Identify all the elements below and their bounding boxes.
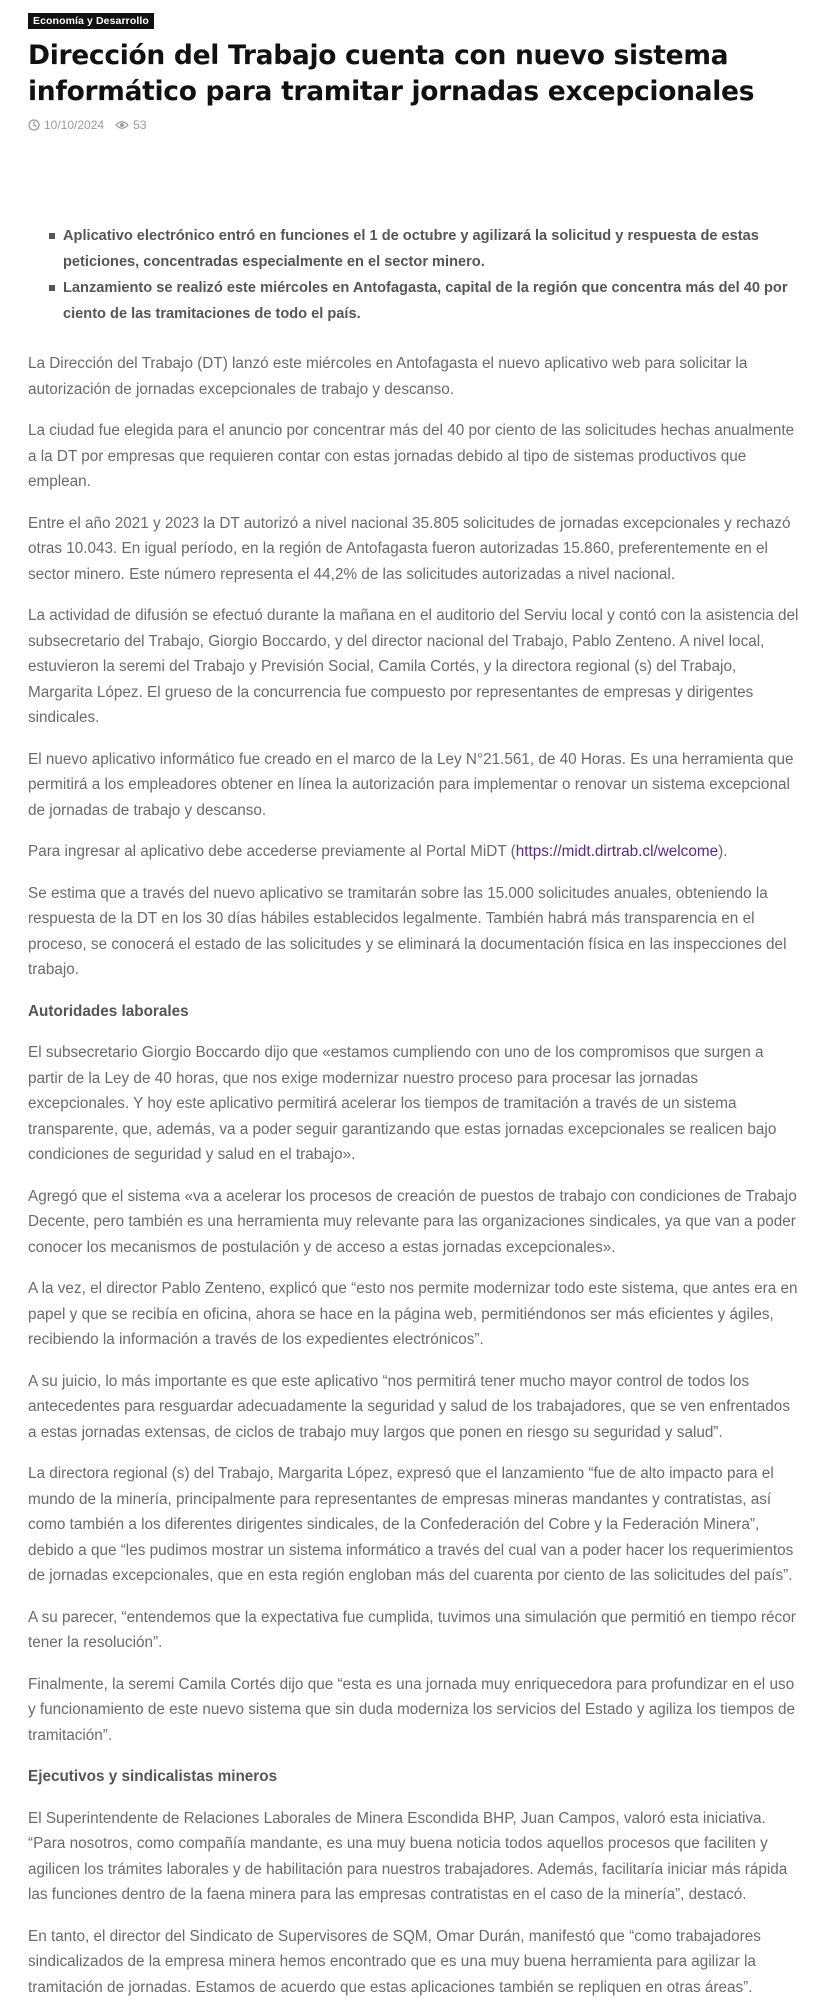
view-count: 53 [133,118,147,132]
article-body [28,223,802,2016]
article-meta [28,117,157,133]
publish-date: 10/10/2024 [44,118,105,132]
paragraph: La actividad de difusión se efectuó durante la mañana en el auditorio del Serviu local y contó con la asistencia del subsecretario del Trabajo, Giorgio Boccardo, y del director nacional del Trabajo, Pablo Zenteno. A nivel local, estuvieron la seremi del Trabajo y Previsión Social, Camila Cortés, y la directora regional (s) del Trabajo, Margarita López. El grueso de la concurrencia fue compuesto por representantes de empresas y dirigentes sindicales. [28,607,799,726]
paragraph: La ciudad fue elegida para el anuncio por concentrar más del 40 por ciento de las solicitudes hechas anualmente a la DT por empresas que requieren contar con estas jornadas debido al tipo de sistemas productivos que emplean. [28,422,795,490]
paragraph: El subsecretario Giorgio Boccardo dijo que «estamos cumpliendo con uno de los compromisos que surgen a partir de la Ley de 40 horas, que nos exige modernizar nuestro proceso para procesar las jornadas excepcionales. Y hoy este aplicativo permitirá acelerar los tiempos de tramitación a través de un sistema transparente, que, además, va a poder seguir garantizando que estas jornadas excepcionales se realicen bajo condiciones de seguridad y salud en el trabajo». [28,1044,777,1163]
paragraph: A la vez, el director Pablo Zenteno, explicó que “esto nos permite modernizar todo este sistema, que antes era en papel y que se recibía en oficina, ahora se hace en la página web, permitiéndonos ser más eficientes y ágiles, recibiendo la información a través de los expedientes electrónicos”. [28,1280,798,1348]
views-meta [115,117,146,133]
summary-list [48,223,802,327]
paragraph: A su parecer, “entendemos que la expectativa fue cumplida, tuvimos una simulación que permitió en tiempo récor tener la resolución”. [28,1608,796,1651]
paragraph-text: Para ingresar al aplicativo debe accederse previamente al Portal MiDT ( [28,843,516,860]
paragraph: Entre el año 2021 y 2023 la DT autorizó a nivel nacional 35.805 solicitudes de jornadas excepcionales y rechazó otras 10.043. En igual período, en la región de Antofagasta fueron autorizadas 15.860, preferentemente en el sector minero. Este número representa el 44,2% de las solicitudes autorizadas a nivel nacional. [28,514,791,583]
paragraph: El Superintendente de Relaciones Laborales de Minera Escondida BHP, Juan Campos, valoró esta iniciativa. “Para nosotros, como compañía mandante, es una muy buena noticia todos aquellos procesos que faciliten y agilicen los trámites laborales y de habilitación para nuestros trabajadores. Además, facilitaría iniciar más rápida las funciones dentro de la faena minera para las empresas contratistas en el caso de la minería”, destacó. [28,1809,788,1903]
section-heading: Autoridades laborales [28,1002,189,1020]
clock-icon [28,119,40,131]
paragraph: La directora regional (s) del Trabajo, Margarita López, expresó que el lanzamiento “fue de alto impacto para el mundo de la minería, principalmente para representantes de empresas mineras mandantes y contratistas, así como también a los diferentes dirigentes sindicales, de la Confederación del Cobre y la Federación Minera”, debido a que “les pudimos mostrar un sistema informático a través del cual van a poder hacer los requerimientos de jornadas excepcionales, que en esta región engloban más del cuarenta por ciento de las solicitudes del país”. [28,1465,794,1584]
paragraph: En tanto, el director del Sindicato de Supervisores de SQM, Omar Durán, manifestó que “como trabajadores sindicalizados de la empresa minera hemos encontrado que es una muy buena herramienta para agilizar la tramitación de jornadas. Estamos de acuerdo que estas aplicaciones también se repliquen en otras áreas”. [28,1927,761,1996]
portal-paragraph [28,839,802,865]
article-title: Dirección del Trabajo cuenta con nuevo sistema informático para tramitar jornadas excepcionales [28,40,755,107]
paragraph: Agregó que el sistema «va a acelerar los procesos de creación de puestos de trabajo con condiciones de Trabajo Decente, pero también es una herramienta muy relevante para las organizaciones sindicales, ya que van a poder conocer los mecanismos de postulación y de acceso a estas jornadas excepcionales». [28,1187,797,1256]
portal-midt-link[interactable]: https://midt.dirtrab.cl/welcome [515,843,719,860]
eye-icon [115,120,129,130]
section-heading: Ejecutivos y sindicalistas mineros [28,1768,278,1785]
paragraph: El nuevo aplicativo informático fue creado en el marco de la Ley N°21.561, de 40 Horas. Es una herramienta que permitirá a los empleadores obtener en línea la autorización para implementar o renovar un sistema excepcional de jornadas de trabajo y descanso. [28,750,794,819]
date-meta [28,117,104,133]
paragraph: Finalmente, la seremi Camila Cortés dijo que “esta es una jornada muy enriquecedora para profundizar en el uso y funcionamiento de este nuevo sistema que sin duda moderniza los servicios del Estado y agiliza los tiempos de tramitación”. [28,1675,795,1744]
paragraph-text: ). [718,843,728,860]
paragraph: A su juicio, lo más importante es que este aplicativo “nos permitirá tener mucho mayor control de todos los antecedentes para resguardar adecuadamente la seguridad y salud de los trabajadores, que se ven enfrentados a estas jornadas extensas, de ciclos de trabajo muy largos que ponen en riesgo su seguridad y salud”. [28,1372,790,1441]
summary-item: Aplicativo electrónico entró en funciones el 1 de octubre y agilizará la solicitud y respuesta de estas peticiones, concentradas especialmente en el sector minero. [48,223,802,275]
paragraph: Se estima que a través del nuevo aplicativo se tramitarán sobre las 15.000 solicitudes anuales, obteniendo la respuesta de la DT en los 30 días hábiles establecidos legalmente. También habrá más transparencia en el proceso, se conocerá el estado de las solicitudes y se eliminará la documentación física en las inspecciones del trabajo. [28,884,787,978]
category-badge[interactable]: Economía y Desarrollo [28,13,154,29]
paragraph: La Dirección del Trabajo (DT) lanzó este miércoles en Antofagasta el nuevo aplicativo web para solicitar la autorización de jornadas excepcionales de trabajo y descanso. [28,355,748,398]
summary-item: Lanzamiento se realizó este miércoles en Antofagasta, capital de la región que concentra más del 40 por ciento de las tramitaciones de todo el país. [48,275,802,327]
